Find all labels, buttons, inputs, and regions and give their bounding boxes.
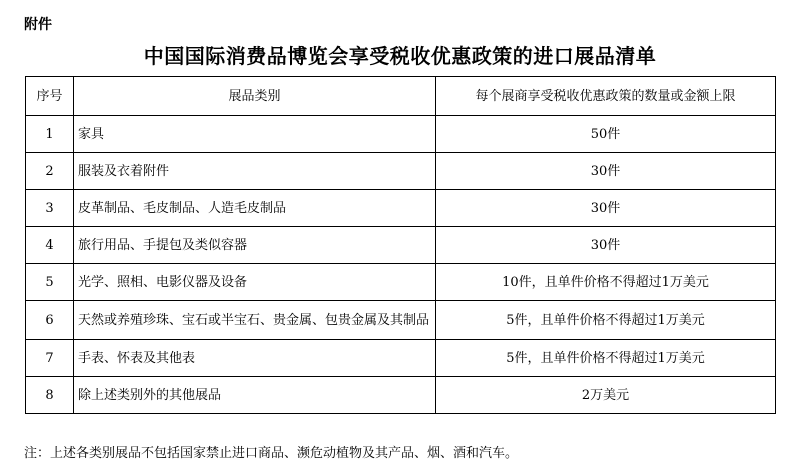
- footnote: 注：上述各类别展品不包括国家禁止进口商品、濒危动植物及其产品、烟、酒和汽车。: [24, 446, 519, 461]
- table-row: [26, 153, 776, 190]
- row-number: 6: [26, 301, 74, 340]
- row-category: 手表、怀表及其他表: [74, 340, 436, 377]
- table-row: [26, 190, 776, 227]
- row-number: 8: [26, 377, 74, 414]
- table-row: [26, 264, 776, 301]
- row-number: 5: [26, 264, 74, 301]
- attachment-label: 附件: [24, 17, 52, 33]
- table-row: [26, 301, 776, 340]
- row-limit: 30件: [436, 227, 776, 264]
- row-limit: 2万美元: [436, 377, 776, 414]
- row-limit: 30件: [436, 190, 776, 227]
- document-title: 中国国际消费品博览会享受税收优惠政策的进口展品清单: [143, 44, 657, 68]
- row-number: 7: [26, 340, 74, 377]
- row-number: 4: [26, 227, 74, 264]
- row-category: 服装及衣着附件: [74, 153, 436, 190]
- row-category: 皮革制品、毛皮制品、人造毛皮制品: [74, 190, 436, 227]
- row-number: 2: [26, 153, 74, 190]
- row-limit: 10件，且单件价格不得超过1万美元: [436, 264, 776, 301]
- column-header-limit: 每个展商享受税收优惠政策的数量或金额上限: [436, 77, 776, 116]
- row-limit: 5件，且单件价格不得超过1万美元: [436, 301, 776, 340]
- row-number: 1: [26, 116, 74, 153]
- row-category: 旅行用品、手提包及类似容器: [74, 227, 436, 264]
- table-row: [26, 227, 776, 264]
- column-header-no: 序号: [26, 77, 74, 116]
- row-limit: 50件: [436, 116, 776, 153]
- row-category: 光学、照相、电影仪器及设备: [74, 264, 436, 301]
- table-row: [26, 340, 776, 377]
- exhibit-list-table: [25, 76, 776, 414]
- table-header-row: [26, 77, 776, 116]
- column-header-category: 展品类别: [74, 77, 436, 116]
- row-limit: 30件: [436, 153, 776, 190]
- row-category: 家具: [74, 116, 436, 153]
- table-row: [26, 377, 776, 414]
- row-limit: 5件，且单件价格不得超过1万美元: [436, 340, 776, 377]
- row-category: 天然或养殖珍珠、宝石或半宝石、贵金属、包贵金属及其制品: [74, 301, 436, 340]
- row-number: 3: [26, 190, 74, 227]
- row-category: 除上述类别外的其他展品: [74, 377, 436, 414]
- table-row: [26, 116, 776, 153]
